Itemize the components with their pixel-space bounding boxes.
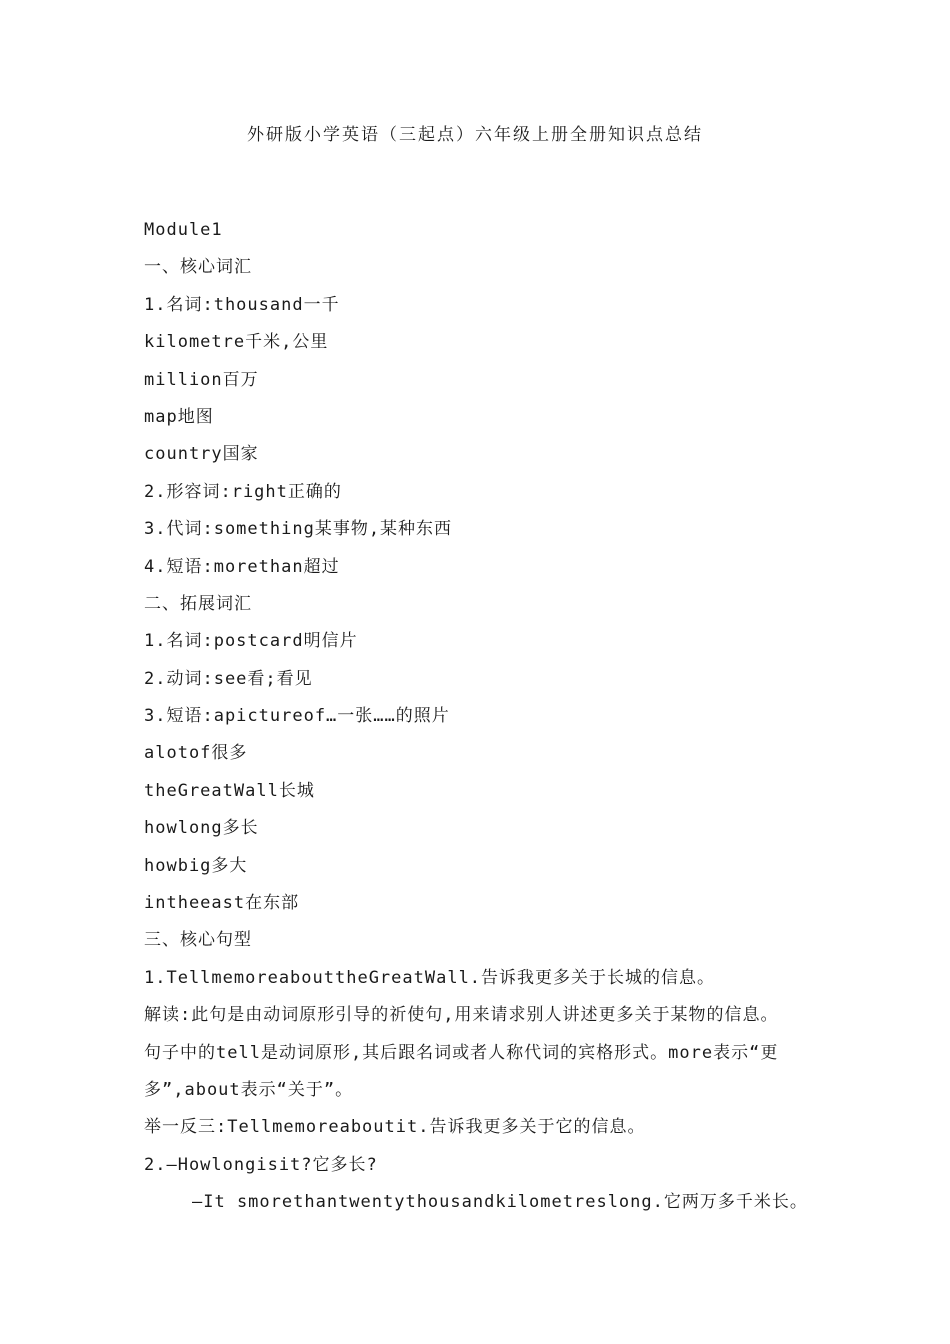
text-line: 1.名词:postcard明信片 bbox=[144, 631, 358, 652]
text-line: 4.短语:morethan超过 bbox=[144, 556, 340, 577]
text-line: howlong多长 bbox=[144, 818, 259, 839]
document-body bbox=[144, 212, 884, 1222]
text-line: alotof很多 bbox=[144, 743, 248, 764]
text-line: 2.动词:see看;看见 bbox=[144, 668, 313, 689]
text-line: theGreatWall长城 bbox=[144, 780, 315, 801]
text-line: 3.代词:something某事物,某种东西 bbox=[144, 519, 453, 540]
text-line: —It smorethantwentythousandkilometreslong.它两万多千米长。 bbox=[192, 1192, 808, 1213]
text-line: country国家 bbox=[144, 444, 259, 465]
document-title: 外研版小学英语（三起点）六年级上册全册知识点总结 bbox=[247, 125, 703, 145]
text-line: 解读:此句是由动词原形引导的祈使句,用来请求别人讲述更多关于某物的信息。 bbox=[144, 1005, 779, 1026]
text-line: 句子中的tell是动词原形,其后跟名词或者人称代词的宾格形式。more表示“更 bbox=[144, 1042, 779, 1063]
text-line: 2.—Howlongisit?它多长? bbox=[144, 1154, 378, 1175]
text-line: 3.短语:apictureof…一张……的照片 bbox=[144, 706, 450, 727]
text-line: 1.名词:thousand一千 bbox=[144, 294, 340, 315]
text-line: intheeast在东部 bbox=[144, 893, 300, 914]
text-line: million百万 bbox=[144, 369, 259, 390]
text-line: 多”,about表示“关于”。 bbox=[144, 1079, 354, 1100]
text-line: 2.形容词:right正确的 bbox=[144, 481, 342, 502]
text-line: howbig多大 bbox=[144, 855, 248, 876]
text-line: 举一反三:Tellmemoreaboutit.告诉我更多关于它的信息。 bbox=[144, 1117, 646, 1138]
text-line: 二、拓展词汇 bbox=[144, 593, 252, 614]
text-line: map地图 bbox=[144, 406, 214, 427]
text-line: 三、核心句型 bbox=[144, 930, 252, 951]
text-line: 1.TellmemoreabouttheGreatWall.告诉我更多关于长城的信息。 bbox=[144, 967, 716, 988]
text-line: kilometre千米,公里 bbox=[144, 332, 329, 353]
text-line: 一、核心词汇 bbox=[144, 257, 252, 278]
text-line: Module1 bbox=[144, 220, 223, 240]
